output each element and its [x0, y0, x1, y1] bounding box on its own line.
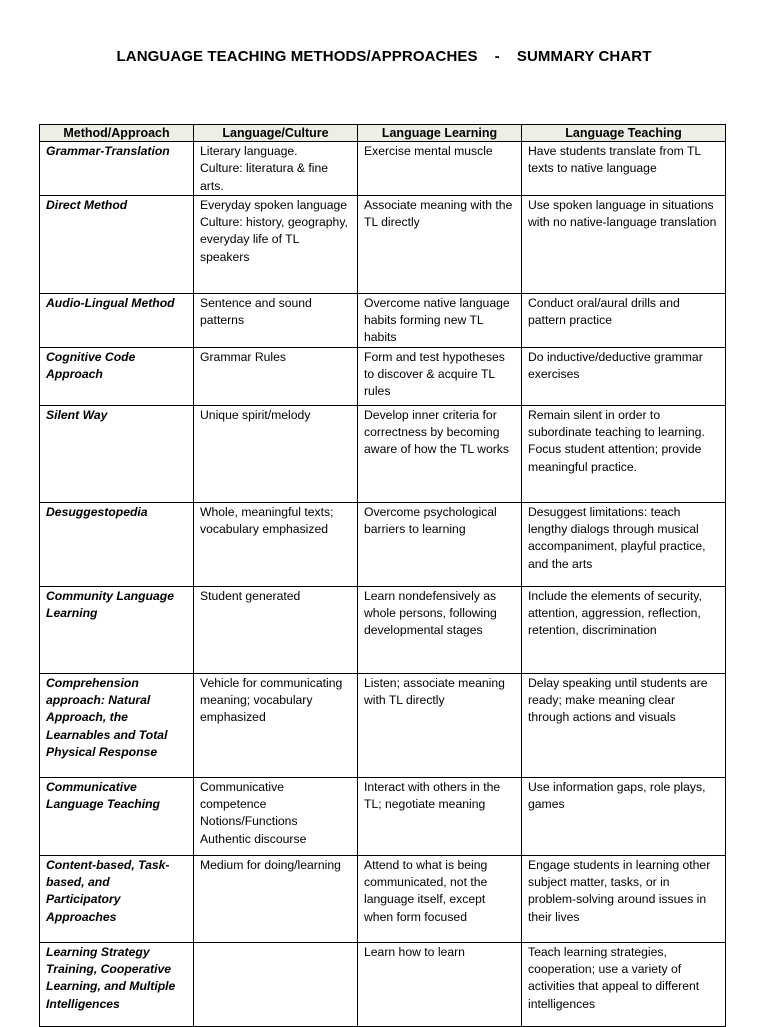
learning-cell: Learn nondefensively as whole persons, following developmental stages — [358, 586, 522, 673]
culture-cell: Whole, meaningful texts; vocabulary emphasized — [194, 502, 358, 586]
table-row — [40, 673, 726, 777]
culture-cell: Vehicle for communicating meaning; vocabulary emphasized — [194, 673, 358, 777]
learning-cell: Learn how to learn — [358, 942, 522, 1026]
teaching-cell: Conduct oral/aural drills and pattern practice — [522, 293, 726, 347]
table-row — [40, 777, 726, 855]
teaching-cell: Do inductive/deductive grammar exercises — [522, 347, 726, 405]
table-row — [40, 142, 726, 196]
method-cell: Comprehension approach: Natural Approach, the Learnables and Total Physical Response — [40, 673, 194, 777]
culture-cell: Literary language. Culture: literatura & fine arts. — [194, 142, 358, 196]
culture-cell: Unique spirit/melody — [194, 405, 358, 502]
teaching-cell: Teach learning strategies, cooperation; use a variety of activities that appeal to different intelligences — [522, 942, 726, 1026]
culture-cell: Medium for doing/learning — [194, 855, 358, 942]
learning-cell: Overcome native language habits forming new TL habits — [358, 293, 522, 347]
learning-cell: Interact with others in the TL; negotiate meaning — [358, 777, 522, 855]
method-cell: Silent Way — [40, 405, 194, 502]
teaching-cell: Use information gaps, role plays, games — [522, 777, 726, 855]
table-row — [40, 855, 726, 942]
column-header-method: Method/Approach — [40, 125, 194, 142]
table-row — [40, 942, 726, 1026]
table-row — [40, 195, 726, 293]
page-title: LANGUAGE TEACHING METHODS/APPROACHES - SUMMARY CHART — [116, 48, 652, 65]
learning-cell: Form and test hypotheses to discover & acquire TL rules — [358, 347, 522, 405]
method-cell: Desuggestopedia — [40, 502, 194, 586]
table-row — [40, 586, 726, 673]
learning-cell: Associate meaning with the TL directly — [358, 195, 522, 293]
teaching-cell: Delay speaking until students are ready; make meaning clear through actions and visuals — [522, 673, 726, 777]
learning-cell: Overcome psychological barriers to learning — [358, 502, 522, 586]
column-header-language-learning: Language Learning — [358, 125, 522, 142]
method-cell: Direct Method — [40, 195, 194, 293]
table-row — [40, 293, 726, 347]
method-cell: Communicative Language Teaching — [40, 777, 194, 855]
culture-cell: Student generated — [194, 586, 358, 673]
teaching-cell: Use spoken language in situations with no native-language translation — [522, 195, 726, 293]
learning-cell: Listen; associate meaning with TL directly — [358, 673, 522, 777]
method-cell: Community Language Learning — [40, 586, 194, 673]
learning-cell: Develop inner criteria for correctness by becoming aware of how the TL works — [358, 405, 522, 502]
column-header-language-teaching: Language Teaching — [522, 125, 726, 142]
table-row — [40, 405, 726, 502]
summary-table — [39, 124, 726, 1027]
method-cell: Grammar-Translation — [40, 142, 194, 196]
table-row — [40, 502, 726, 586]
culture-cell: Everyday spoken language Culture: history, geography, everyday life of TL speakers — [194, 195, 358, 293]
method-cell: Cognitive Code Approach — [40, 347, 194, 405]
teaching-cell: Desuggest limitations: teach lengthy dialogs through musical accompaniment, playful practice, and the arts — [522, 502, 726, 586]
column-header-language-culture: Language/Culture — [194, 125, 358, 142]
method-cell: Learning Strategy Training, Cooperative Learning, and Multiple Intelligences — [40, 942, 194, 1026]
teaching-cell: Include the elements of security, attention, aggression, reflection, retention, discrimination — [522, 586, 726, 673]
culture-cell — [194, 942, 358, 1026]
learning-cell: Attend to what is being communicated, not the language itself, except when form focused — [358, 855, 522, 942]
method-cell: Content-based, Task-based, and Participatory Approaches — [40, 855, 194, 942]
teaching-cell: Engage students in learning other subject matter, tasks, or in problem-solving around issues in their lives — [522, 855, 726, 942]
culture-cell: Grammar Rules — [194, 347, 358, 405]
table-row — [40, 347, 726, 405]
culture-cell: Communicative competence Notions/Functions Authentic discourse — [194, 777, 358, 855]
learning-cell: Exercise mental muscle — [358, 142, 522, 196]
culture-cell: Sentence and sound patterns — [194, 293, 358, 347]
method-cell: Audio-Lingual Method — [40, 293, 194, 347]
table-header-row — [40, 125, 726, 142]
teaching-cell: Remain silent in order to subordinate teaching to learning. Focus student attention; provide meaningful practice. — [522, 405, 726, 502]
teaching-cell: Have students translate from TL texts to native language — [522, 142, 726, 196]
